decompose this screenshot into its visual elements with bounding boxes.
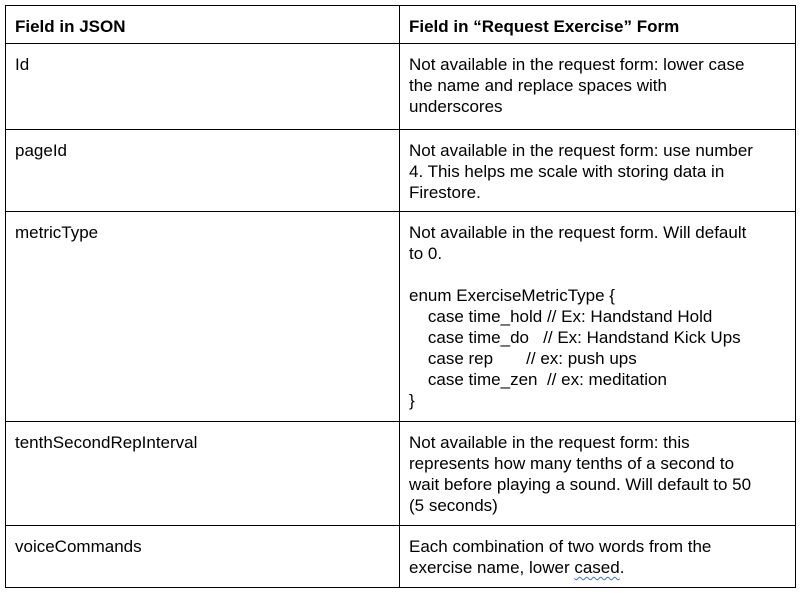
- description-line: the name and replace spaces with: [409, 76, 667, 95]
- enum-code-line: case time_zen // ex: meditation: [409, 370, 667, 389]
- form-field-description: [400, 130, 796, 212]
- json-field-name: voiceCommands: [6, 526, 400, 588]
- field-mapping-table: [5, 5, 796, 588]
- enum-code-line: case time_do // Ex: Handstand Kick Ups: [409, 328, 741, 347]
- table-row: [6, 526, 796, 588]
- form-field-description: [400, 212, 796, 422]
- description-line: underscores: [409, 97, 503, 116]
- description-line: represents how many tenths of a second to: [409, 454, 735, 473]
- description-line: Not available in the request form. Will default: [409, 223, 747, 242]
- description-line: wait before playing a sound. Will default to 50: [409, 475, 752, 494]
- description-line-with-spellcheck: [409, 557, 787, 578]
- enum-code-line: case rep // ex: push ups: [409, 349, 637, 368]
- header-field-form: Field in “Request Exercise” Form: [400, 6, 796, 44]
- form-field-description: [400, 44, 796, 130]
- json-field-name: Id: [6, 44, 400, 130]
- description-line: (5 seconds): [409, 496, 498, 515]
- description-text: .: [619, 558, 625, 577]
- json-field-name: tenthSecondRepInterval: [6, 422, 400, 526]
- spellcheck-flagged-word[interactable]: cased: [574, 558, 620, 577]
- form-field-description: [400, 422, 796, 526]
- description-line: to 0.: [409, 244, 443, 263]
- enum-code-line: case time_hold // Ex: Handstand Hold: [409, 307, 713, 326]
- header-row: [6, 6, 796, 44]
- form-field-description: [400, 526, 796, 588]
- enum-code-line: enum ExerciseMetricType {: [409, 286, 615, 305]
- json-field-name: metricType: [6, 212, 400, 422]
- description-line: 4. This helps me scale with storing data in: [409, 162, 725, 181]
- description-line: Each combination of two words from the: [409, 537, 712, 556]
- description-line: Not available in the request form: use number: [409, 141, 753, 160]
- description-line: Firestore.: [409, 183, 481, 202]
- header-field-json: Field in JSON: [6, 6, 400, 44]
- json-field-name: pageId: [6, 130, 400, 212]
- table-row: [6, 422, 796, 526]
- paragraph-gap: [409, 264, 787, 285]
- table-row: [6, 212, 796, 422]
- description-line: Not available in the request form: lower case: [409, 55, 745, 74]
- description-text: exercise name, lower: [409, 558, 575, 577]
- table-row: [6, 130, 796, 212]
- enum-code-line: }: [409, 391, 415, 410]
- table-row: [6, 44, 796, 130]
- description-line: Not available in the request form: this: [409, 433, 690, 452]
